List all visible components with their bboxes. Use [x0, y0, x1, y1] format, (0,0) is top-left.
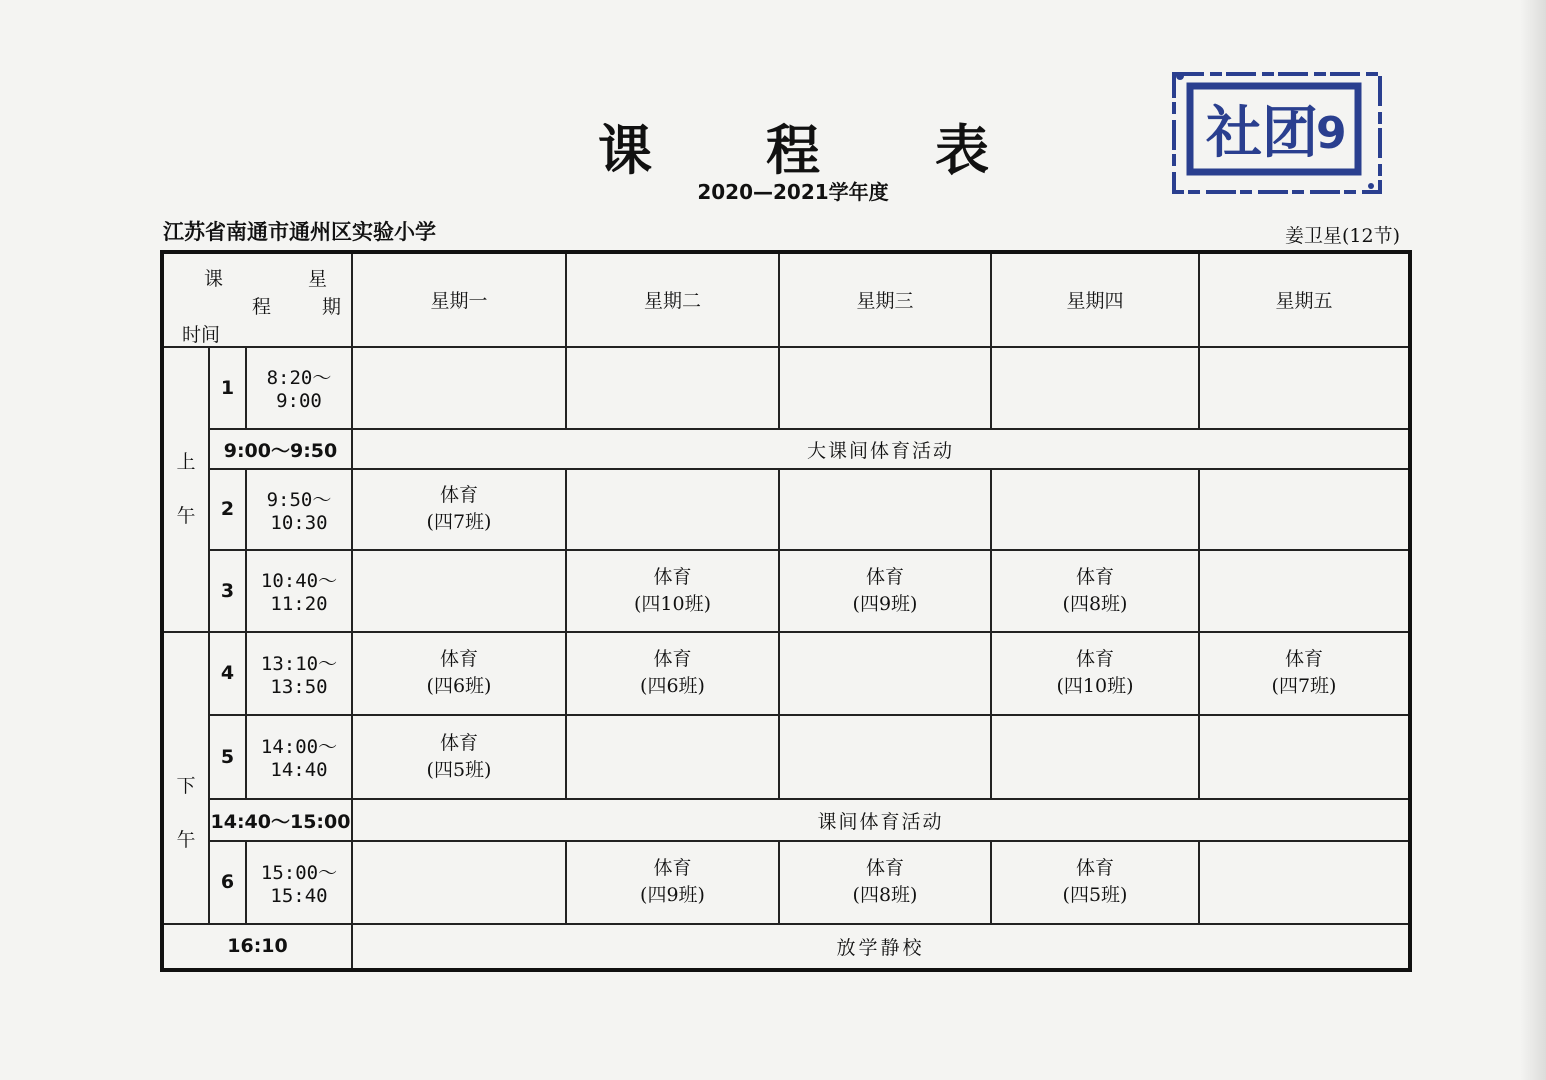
title-char-2: 程 — [766, 118, 822, 182]
lesson-class: (四5班) — [1062, 884, 1128, 907]
period-time: 15:00～15:40 — [246, 841, 352, 923]
schedule-table — [160, 250, 1412, 972]
title-char-3: 表 — [935, 118, 991, 182]
lesson-subject: 体育 — [439, 731, 478, 754]
period-number: 2 — [209, 469, 246, 549]
morning-char-1: 上 — [176, 451, 196, 474]
header-row — [162, 252, 1410, 347]
lesson-cell-p5-wed — [779, 715, 991, 799]
day-header-thu: 星期四 — [991, 252, 1199, 347]
lesson-cell-p5-fri — [1199, 715, 1410, 799]
club-stamp — [1166, 64, 1388, 200]
period-number: 1 — [209, 347, 246, 429]
lesson-cell-p3-thu — [991, 550, 1199, 632]
day-header-wed: 星期三 — [779, 252, 991, 347]
lesson-class: (四10班) — [1056, 675, 1134, 698]
big-break-label: 大课间体育活动 — [352, 429, 1410, 469]
dismissal-row — [162, 924, 1410, 970]
lesson-subject: 体育 — [1075, 565, 1114, 588]
lesson-class: (四5班) — [426, 758, 492, 781]
lesson-cell-p1-fri — [1199, 347, 1410, 429]
title-char-1: 课 — [598, 118, 654, 182]
lesson-cell-p6-wed — [779, 841, 991, 923]
pm-break-row — [162, 799, 1410, 841]
stamp-icon — [1166, 64, 1388, 200]
lesson-subject: 体育 — [653, 565, 692, 588]
lesson-cell-p4-wed — [779, 632, 991, 714]
period-row-2 — [162, 469, 1410, 549]
afternoon-char-2: 午 — [176, 828, 196, 851]
lesson-class: (四10班) — [633, 592, 711, 615]
dismissal-label: 放学静校 — [352, 924, 1410, 970]
pm-break-label: 课间体育活动 — [352, 799, 1410, 841]
period-row-6 — [162, 841, 1410, 923]
dismissal-time: 16:10 — [162, 924, 352, 970]
lesson-cell-p5-thu — [991, 715, 1199, 799]
lesson-cell-p4-mon — [352, 632, 566, 714]
period-time: 9:50～10:30 — [246, 469, 352, 549]
big-break-row — [162, 429, 1410, 469]
lesson-cell-p2-mon — [352, 469, 566, 549]
morning-char-2: 午 — [176, 505, 196, 528]
lesson-cell-p2-wed — [779, 469, 991, 549]
lesson-cell-p4-tue — [566, 632, 779, 714]
pm-break-time: 14:40～15:00 — [209, 799, 352, 841]
period-time: 14:00～14:40 — [246, 715, 352, 799]
big-break-time: 9:00～9:50 — [209, 429, 352, 469]
lesson-class: (四9班) — [640, 884, 705, 907]
period-time: 10:40～11:20 — [246, 550, 352, 632]
period-time: 13:10～13:50 — [246, 632, 352, 714]
lesson-class: (四8班) — [852, 884, 918, 907]
period-time: 8:20～9:00 — [246, 347, 352, 429]
lesson-cell-p6-mon — [352, 841, 566, 923]
period-row-1 — [162, 347, 1410, 429]
lesson-cell-p6-fri — [1199, 841, 1410, 923]
lesson-subject: 体育 — [1075, 857, 1114, 880]
corner-time: 时间 — [182, 324, 221, 346]
lesson-cell-p1-tue — [566, 347, 779, 429]
period-number: 6 — [209, 841, 246, 923]
lesson-cell-p2-fri — [1199, 469, 1410, 549]
lesson-cell-p2-thu — [991, 469, 1199, 549]
corner-xing: 星 — [308, 268, 328, 290]
period-row-5 — [162, 715, 1410, 799]
svg-text:社团: 社团 — [1206, 101, 1318, 166]
period-number: 3 — [209, 550, 246, 632]
lesson-cell-p4-thu — [991, 632, 1199, 714]
corner-qi: 期 — [322, 296, 342, 318]
period-number: 4 — [209, 632, 246, 714]
lesson-cell-p5-tue — [566, 715, 779, 799]
lesson-cell-p6-tue — [566, 841, 779, 923]
corner-ke: 课 — [204, 268, 224, 290]
lesson-cell-p3-fri — [1199, 550, 1410, 632]
lesson-subject: 体育 — [1284, 648, 1323, 671]
day-header-fri: 星期五 — [1199, 252, 1410, 347]
afternoon-label — [162, 632, 209, 924]
lesson-cell-p3-wed — [779, 550, 991, 632]
period-number: 5 — [209, 715, 246, 799]
lesson-subject: 体育 — [653, 857, 692, 880]
day-header-tue: 星期二 — [566, 252, 779, 347]
school-year: 2020—2021学年度 — [697, 180, 889, 204]
lesson-subject: 体育 — [865, 565, 904, 588]
lesson-cell-p5-mon — [352, 715, 566, 799]
page-edge-shadow — [1520, 0, 1546, 1080]
lesson-cell-p1-mon — [352, 347, 566, 429]
period-row-3 — [162, 550, 1410, 632]
lesson-subject: 体育 — [439, 484, 478, 507]
lesson-subject: 体育 — [1075, 648, 1114, 671]
lesson-cell-p1-thu — [991, 347, 1199, 429]
lesson-class: (四9班) — [852, 592, 918, 615]
lesson-cell-p3-tue — [566, 550, 779, 632]
teacher-name: 姜卫星(12节) — [1284, 225, 1400, 247]
corner-cheng: 程 — [252, 296, 272, 318]
lesson-class: (四6班) — [640, 675, 705, 698]
lesson-class: (四7班) — [426, 511, 492, 534]
corner-header — [162, 252, 352, 347]
period-row-4 — [162, 632, 1410, 714]
lesson-cell-p4-fri — [1199, 632, 1410, 714]
lesson-cell-p6-thu — [991, 841, 1199, 923]
lesson-class: (四7班) — [1271, 675, 1337, 698]
school-name: 江苏省南通市通州区实验小学 — [163, 220, 436, 244]
lesson-subject: 体育 — [865, 857, 904, 880]
afternoon-char-1: 下 — [176, 774, 196, 797]
day-header-mon: 星期一 — [352, 252, 566, 347]
lesson-subject: 体育 — [653, 648, 692, 671]
svg-text:9: 9 — [1316, 108, 1347, 159]
lesson-subject: 体育 — [439, 648, 478, 671]
lesson-cell-p2-tue — [566, 469, 779, 549]
lesson-class: (四6班) — [426, 675, 492, 698]
lesson-cell-p1-wed — [779, 347, 991, 429]
lesson-class: (四8班) — [1062, 592, 1128, 615]
morning-label — [162, 347, 209, 633]
lesson-cell-p3-mon — [352, 550, 566, 632]
